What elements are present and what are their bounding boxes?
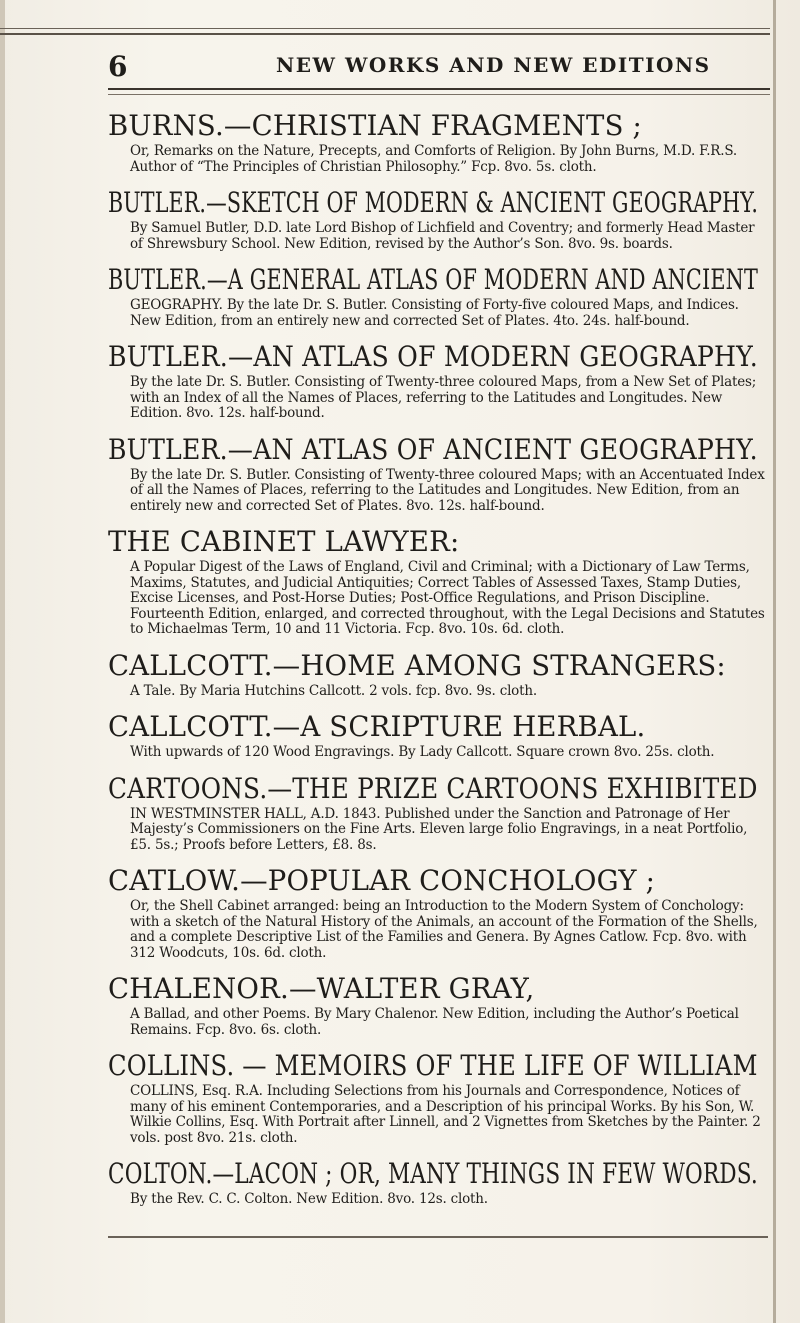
entry-description: A Tale. By Maria Hutchins Callcott. 2 vols. fcp. 8vo. 9s. cloth. bbox=[130, 682, 537, 699]
catalogue-entry bbox=[108, 650, 770, 700]
page-right-edge bbox=[773, 0, 776, 1323]
page-left-edge bbox=[0, 0, 5, 1323]
entry-description: GEOGRAPHY. By the late Dr. S. Butler. Consisting of Forty-five coloured Maps, and Indices. New Edition, from an entirely new and corrected Set of Plates. 4to. 24s. half-bound. bbox=[130, 297, 739, 329]
catalogue-entry bbox=[108, 110, 770, 175]
catalogue-entry bbox=[108, 434, 770, 515]
catalogue-entry bbox=[108, 264, 770, 329]
entry-heading: CALLCOTT.—HOME AMONG STRANGERS: bbox=[108, 648, 726, 682]
page-number: 6 bbox=[108, 50, 128, 83]
catalogue-entry bbox=[108, 526, 770, 638]
entry-heading: BUTLER.—SKETCH OF MODERN & ANCIENT GEOGRAPHY. bbox=[108, 186, 759, 219]
entry-description: By the late Dr. S. Butler. Consisting of Twenty-three coloured Maps; with an Accentuated Index of all the Names of Places, referring to the Latitudes and Longitudes. New Edition, from an entirely new and corrected Set of Plates. 8vo. 12s. half-bound. bbox=[130, 466, 765, 514]
bottom-rule bbox=[108, 1236, 768, 1238]
catalogue-entry bbox=[108, 1158, 770, 1208]
entry-heading: CALLCOTT.—A SCRIPTURE HERBAL. bbox=[108, 710, 646, 743]
entry-heading: BUTLER.—AN ATLAS OF ANCIENT GEOGRAPHY. bbox=[108, 432, 758, 466]
entry-description: By the late Dr. S. Butler. Consisting of Twenty-three coloured Maps, from a New Set of Plates; with an Index of all the Names of Places, referring to the Latitudes and Longitudes. New Edition. 8vo. 12s. half-bound. bbox=[130, 374, 757, 421]
entry-description: COLLINS, Esq. R.A. Including Selections from his Journals and Correspondence, Notices of many of his eminent Contemporaries, and a Description of his principal Works. By his Son, W. Wilkie Collins, Esq. With Portrait after Linnell, and 2 Vignettes from Sketches by the Painter. 2 vols. post 8vo. 21s. cloth. bbox=[130, 1083, 761, 1146]
entry-heading: CHALENOR.—WALTER GRAY, bbox=[108, 972, 535, 1005]
entry-description: With upwards of 120 Wood Engravings. By Lady Callcott. Square crown 8vo. 25s. cloth. bbox=[130, 744, 715, 760]
top-border-rule bbox=[0, 28, 770, 35]
catalogue-entries bbox=[108, 110, 770, 1220]
catalogue-entry bbox=[108, 711, 770, 761]
entry-heading: BURNS.—CHRISTIAN FRAGMENTS ; bbox=[108, 109, 643, 142]
entry-heading: COLLINS. — MEMOIRS OF THE LIFE OF WILLIAM bbox=[108, 1049, 758, 1082]
entry-heading: THE CABINET LAWYER: bbox=[108, 525, 460, 558]
catalogue-entry bbox=[108, 187, 770, 252]
running-head: NEW WORKS AND NEW EDITIONS bbox=[276, 53, 711, 77]
catalogue-entry bbox=[108, 973, 770, 1038]
entry-description: A Ballad, and other Poems. By Mary Chalenor. New Edition, including the Author’s Poetical Remains. Fcp. 8vo. 6s. cloth. bbox=[130, 1006, 739, 1038]
entry-description: By the Rev. C. C. Colton. New Edition. 8vo. 12s. cloth. bbox=[130, 1191, 488, 1207]
entry-description: Or, Remarks on the Nature, Precepts, and Comforts of Religion. By John Burns, M.D. F.R.S. Author of “The Principles of Christian Philosophy.” Fcp. 8vo. 5s. cloth. bbox=[130, 143, 738, 175]
catalogue-entry bbox=[108, 1050, 770, 1146]
catalogue-entry bbox=[108, 341, 770, 422]
entry-heading: BUTLER.—AN ATLAS OF MODERN GEOGRAPHY. bbox=[108, 340, 758, 373]
entry-description: A Popular Digest of the Laws of England, Civil and Criminal; with a Dictionary of Law Terms, Maxims, Statutes, and Judicial Antiquities; Correct Tables of Assessed Taxes, Stamp Duties, Excise Licenses, and Post-Horse Duties; Post-Office Regulations, and Prison Discipline. Fourteenth Edition, enlarged, and corrected throughout, with the Legal Decisions and Statutes to Michaelmas Term, 10 and 11 Victoria. Fcp. 8vo. 10s. 6d. cloth. bbox=[130, 559, 765, 637]
entry-description: IN WESTMINSTER HALL, A.D. 1843. Published under the Sanction and Patronage of Her Majesty’s Commissioners on the Fine Arts. Eleven large folio Engravings, in a neat Portfolio, £5. 5s.; Proofs before Letters, £8. 8s. bbox=[130, 805, 748, 853]
entry-description: Or, the Shell Cabinet arranged: being an Introduction to the Modern System of Conchology: with a sketch of the Natural History of the Animals, an account of the Formation of the Shells, and a complete Descriptive List of the Families and Genera. By Agnes Catlow. Fcp. 8vo. with 312 Woodcuts, 10s. 6d. cloth. bbox=[130, 898, 758, 961]
header-rule bbox=[108, 88, 770, 95]
entry-heading: CATLOW.—POPULAR CONCHOLOGY ; bbox=[108, 864, 656, 897]
entry-heading: BUTLER.—A GENERAL ATLAS OF MODERN AND ANCIENT bbox=[108, 263, 758, 296]
catalogue-entry bbox=[108, 865, 770, 961]
page-header bbox=[108, 50, 770, 88]
catalogue-entry bbox=[108, 773, 770, 854]
entry-heading: CARTOONS.—THE PRIZE CARTOONS EXHIBITED bbox=[108, 771, 758, 805]
entry-description: By Samuel Butler, D.D. late Lord Bishop of Lichfield and Coventry; and formerly Head Master of Shrewsbury School. New Edition, revised by the Author’s Son. 8vo. 9s. boards. bbox=[130, 220, 755, 252]
entry-heading: COLTON.—LACON ; OR, MANY THINGS IN FEW WORDS. bbox=[108, 1157, 758, 1190]
